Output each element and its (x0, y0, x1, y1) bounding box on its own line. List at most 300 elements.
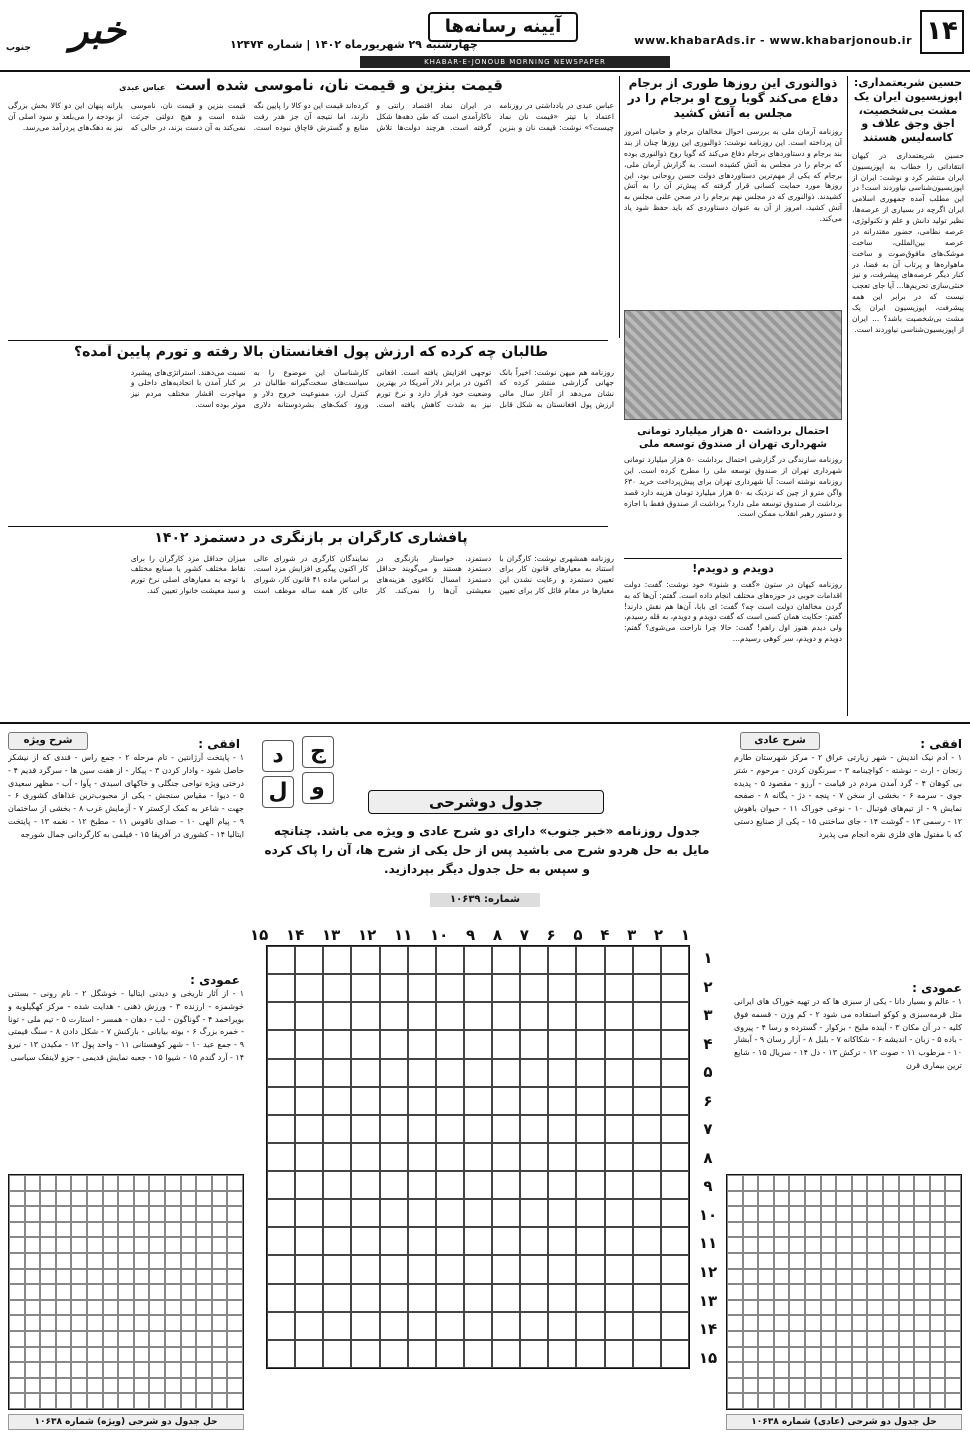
row-number: ۱۲ (698, 1263, 718, 1282)
grid-cell[interactable] (520, 1002, 548, 1030)
grid-cell[interactable] (436, 1087, 464, 1115)
grid-cell (945, 1300, 961, 1316)
grid-cell[interactable] (633, 1087, 661, 1115)
grid-cell (9, 1393, 25, 1409)
grid-cell (914, 1269, 930, 1285)
grid-cell[interactable] (661, 1312, 689, 1340)
grid-cell[interactable] (267, 1171, 295, 1199)
grid-cell (821, 1206, 837, 1222)
grid-cell[interactable] (351, 1115, 379, 1143)
grid-cell[interactable] (267, 1227, 295, 1255)
grid-cell (103, 1191, 119, 1207)
grid-cell[interactable] (548, 1227, 576, 1255)
grid-cell[interactable] (520, 1312, 548, 1340)
grid-cell[interactable] (576, 1227, 604, 1255)
grid-cell[interactable] (464, 1284, 492, 1312)
grid-cell[interactable] (492, 1227, 520, 1255)
grid-cell[interactable] (464, 1087, 492, 1115)
grid-cell[interactable] (267, 1115, 295, 1143)
grid-cell[interactable] (520, 1143, 548, 1171)
grid-cell[interactable] (436, 1059, 464, 1087)
grid-cell[interactable] (605, 1255, 633, 1283)
grid-cell[interactable] (633, 1143, 661, 1171)
grid-cell[interactable] (576, 1199, 604, 1227)
grid-cell[interactable] (492, 1087, 520, 1115)
grid-cell[interactable] (492, 1255, 520, 1283)
grid-cell[interactable] (380, 1255, 408, 1283)
grid-cell[interactable] (351, 1284, 379, 1312)
grid-cell (196, 1347, 212, 1363)
grid-cell (930, 1222, 946, 1238)
grid-cell[interactable] (492, 1059, 520, 1087)
grid-cell (56, 1253, 72, 1269)
grid-cell[interactable] (605, 1030, 633, 1058)
grid-cell[interactable] (661, 1284, 689, 1312)
grid-cell[interactable] (661, 1171, 689, 1199)
grid-cell[interactable] (351, 1199, 379, 1227)
grid-cell[interactable] (633, 946, 661, 974)
grid-cell (181, 1222, 197, 1238)
article-headline: پافشاری کارگران بر بازنگری در دستمزد ۱۴۰۲ (154, 530, 468, 546)
grid-cell (149, 1191, 165, 1207)
grid-cell[interactable] (492, 946, 520, 974)
grid-cell[interactable] (576, 1115, 604, 1143)
grid-cell[interactable] (436, 1143, 464, 1171)
grid-cell[interactable] (661, 974, 689, 1002)
grid-cell[interactable] (351, 1002, 379, 1030)
grid-cell (181, 1175, 197, 1191)
grid-cell[interactable] (380, 1115, 408, 1143)
grid-cell[interactable] (436, 1171, 464, 1199)
grid-cell[interactable] (267, 946, 295, 974)
grid-cell (118, 1191, 134, 1207)
grid-cell (118, 1269, 134, 1285)
grid-cell[interactable] (323, 974, 351, 1002)
grid-cell (9, 1331, 25, 1347)
grid-cell[interactable] (661, 1255, 689, 1283)
grid-cell[interactable] (408, 1312, 436, 1340)
grid-cell[interactable] (323, 1255, 351, 1283)
col-number: ۱۲ (358, 926, 377, 944)
grid-cell[interactable] (323, 1284, 351, 1312)
grid-cell[interactable] (295, 1087, 323, 1115)
grid-cell[interactable] (323, 1143, 351, 1171)
grid-cell[interactable] (380, 1002, 408, 1030)
grid-cell (867, 1347, 883, 1363)
grid-cell[interactable] (605, 1002, 633, 1030)
grid-cell[interactable] (267, 1030, 295, 1058)
grid-cell (899, 1378, 915, 1394)
grid-cell[interactable] (661, 1087, 689, 1115)
grid-cell[interactable] (492, 1115, 520, 1143)
grid-cell[interactable] (492, 974, 520, 1002)
grid-cell[interactable] (605, 1087, 633, 1115)
grid-cell (103, 1175, 119, 1191)
grid-cell[interactable] (351, 946, 379, 974)
logo-sub: جنوب (6, 43, 31, 53)
grid-cell (836, 1378, 852, 1394)
grid-cell[interactable] (464, 1255, 492, 1283)
grid-cell[interactable] (295, 1312, 323, 1340)
grid-cell[interactable] (633, 1312, 661, 1340)
grid-cell (165, 1284, 181, 1300)
grid-cell[interactable] (661, 1199, 689, 1227)
grid-cell[interactable] (295, 1059, 323, 1087)
grid-cell[interactable] (548, 1284, 576, 1312)
grid-cell (71, 1300, 87, 1316)
grid-cell (25, 1347, 41, 1363)
grid-cell[interactable] (436, 1199, 464, 1227)
grid-cell[interactable] (548, 1143, 576, 1171)
grid-cell[interactable] (576, 1312, 604, 1340)
grid-cell[interactable] (323, 1030, 351, 1058)
grid-cell (56, 1347, 72, 1363)
grid-cell[interactable] (408, 1030, 436, 1058)
grid-cell[interactable] (548, 1087, 576, 1115)
grid-cell[interactable] (605, 1199, 633, 1227)
grid-cell[interactable] (380, 1227, 408, 1255)
grid-cell (899, 1253, 915, 1269)
grid-cell[interactable] (576, 1002, 604, 1030)
grid-cell[interactable] (576, 1284, 604, 1312)
grid-cell[interactable] (548, 1059, 576, 1087)
grid-cell[interactable] (605, 1115, 633, 1143)
grid-cell[interactable] (295, 1143, 323, 1171)
grid-cell[interactable] (464, 1227, 492, 1255)
grid-cell[interactable] (436, 1227, 464, 1255)
grid-cell[interactable] (548, 1312, 576, 1340)
grid-cell[interactable] (351, 1171, 379, 1199)
grid-cell[interactable] (464, 1171, 492, 1199)
grid-cell[interactable] (605, 974, 633, 1002)
grid-cell (25, 1222, 41, 1238)
grid-cell[interactable] (295, 1002, 323, 1030)
grid-cell[interactable] (323, 1227, 351, 1255)
grid-cell[interactable] (520, 1059, 548, 1087)
grid-cell[interactable] (380, 1087, 408, 1115)
grid-cell[interactable] (267, 1059, 295, 1087)
grid-cell[interactable] (605, 1340, 633, 1368)
grid-cell[interactable] (351, 1340, 379, 1368)
grid-cell[interactable] (661, 946, 689, 974)
grid-cell[interactable] (351, 1030, 379, 1058)
grid-cell[interactable] (464, 1143, 492, 1171)
grid-cell (789, 1393, 805, 1409)
grid-cell[interactable] (380, 1284, 408, 1312)
grid-cell[interactable] (605, 1171, 633, 1199)
row-number: ۱ (703, 949, 713, 967)
grid-cell[interactable] (661, 1059, 689, 1087)
grid-cell[interactable] (295, 1030, 323, 1058)
grid-cell[interactable] (408, 1059, 436, 1087)
grid-cell[interactable] (661, 1002, 689, 1030)
grid-cell (852, 1362, 868, 1378)
grid-cell[interactable] (464, 1340, 492, 1368)
grid-cell (71, 1222, 87, 1238)
crossword-issue: شماره: ۱۰۶۳۹ (430, 893, 540, 907)
grid-cell[interactable] (576, 1171, 604, 1199)
grid-cell[interactable] (492, 1284, 520, 1312)
grid-cell[interactable] (520, 1284, 548, 1312)
grid-cell[interactable] (520, 1199, 548, 1227)
grid-cell (9, 1362, 25, 1378)
grid-cell[interactable] (576, 1087, 604, 1115)
grid-cell (930, 1269, 946, 1285)
grid-cell[interactable] (436, 1255, 464, 1283)
grid-cell[interactable] (323, 1087, 351, 1115)
grid-cell (165, 1253, 181, 1269)
grid-cell[interactable] (408, 1143, 436, 1171)
grid-cell[interactable] (408, 946, 436, 974)
grid-cell (181, 1315, 197, 1331)
grid-cell (930, 1331, 946, 1347)
grid-cell (867, 1222, 883, 1238)
grid-cell[interactable] (548, 1199, 576, 1227)
grid-cell[interactable] (295, 1199, 323, 1227)
grid-cell[interactable] (408, 1115, 436, 1143)
grid-cell[interactable] (408, 974, 436, 1002)
grid-cell[interactable] (548, 974, 576, 1002)
grid-cell[interactable] (436, 1340, 464, 1368)
grid-cell[interactable] (351, 974, 379, 1002)
grid-cell[interactable] (351, 1312, 379, 1340)
grid-cell[interactable] (464, 1199, 492, 1227)
grid-cell (165, 1315, 181, 1331)
article-body: روزنامه هم میهن نوشت: اخیراً بانک جهانی گزارشی منتشر کرده که نشان می‌دهد از آغاز سال مالی ارزش پول افغانستان به شکل قابل توجهی افزایش یافته است. افغانی اکنون در برابر دلار آمریکا در بهترین وضعیت خود قرار دارد و نرخ تورم نیز به شدت کاهش یافته است. کارشناسان این موضوع را به سیاست‌های سخت‌گیرانه طالبان در کنترل ارز، ممنوعیت خروج دلار و ورود کمک‌های بشردوستانه دلاری نسبت می‌دهند. استراتژی‌های پیشبرد بر کنار آمدن با اتحادیه‌های داخلی و مهاجرت اقشار مختلف مردم نیز موثر بوده است. (130, 367, 614, 410)
grid-cell[interactable] (548, 1255, 576, 1283)
grid-cell[interactable] (295, 1171, 323, 1199)
grid-cell[interactable] (633, 1115, 661, 1143)
grid-cell[interactable] (267, 1312, 295, 1340)
grid-cell (930, 1253, 946, 1269)
grid-cell[interactable] (295, 946, 323, 974)
grid-cell[interactable] (633, 1284, 661, 1312)
grid-cell[interactable] (380, 1059, 408, 1087)
grid-cell[interactable] (548, 1030, 576, 1058)
grid-cell[interactable] (548, 1002, 576, 1030)
grid-cell[interactable] (267, 1199, 295, 1227)
grid-cell[interactable] (548, 1171, 576, 1199)
grid-cell (852, 1222, 868, 1238)
grid-cell[interactable] (464, 1002, 492, 1030)
grid-cell[interactable] (605, 946, 633, 974)
grid-cell[interactable] (436, 1312, 464, 1340)
grid-cell (883, 1175, 899, 1191)
grid-cell[interactable] (492, 1171, 520, 1199)
grid-cell (212, 1284, 228, 1300)
grid-cell[interactable] (520, 1030, 548, 1058)
grid-cell[interactable] (380, 1171, 408, 1199)
grid-cell (40, 1393, 56, 1409)
grid-cell[interactable] (351, 1059, 379, 1087)
grid-cell[interactable] (323, 1115, 351, 1143)
grid-cell[interactable] (576, 1030, 604, 1058)
grid-cell[interactable] (492, 1002, 520, 1030)
grid-cell[interactable] (267, 1340, 295, 1368)
grid-cell[interactable] (464, 1030, 492, 1058)
grid-cell[interactable] (520, 1171, 548, 1199)
grid-cell (945, 1347, 961, 1363)
crossword-grid[interactable] (266, 945, 690, 1369)
grid-cell (165, 1347, 181, 1363)
grid-cell[interactable] (267, 1143, 295, 1171)
grid-cell[interactable] (520, 1115, 548, 1143)
special-down-head: عمودی : (190, 973, 240, 987)
grid-cell[interactable] (605, 1312, 633, 1340)
grid-cell (805, 1175, 821, 1191)
grid-cell[interactable] (380, 1199, 408, 1227)
grid-cell[interactable] (408, 1340, 436, 1368)
grid-cell[interactable] (380, 1312, 408, 1340)
grid-cell[interactable] (520, 946, 548, 974)
grid-cell[interactable] (633, 1030, 661, 1058)
grid-cell[interactable] (605, 1059, 633, 1087)
grid-cell[interactable] (464, 974, 492, 1002)
grid-cell (805, 1206, 821, 1222)
grid-cell[interactable] (436, 1115, 464, 1143)
grid-cell[interactable] (323, 1199, 351, 1227)
grid-cell[interactable] (661, 1227, 689, 1255)
grid-cell[interactable] (576, 1059, 604, 1087)
site-urls[interactable]: www.khabarAds.ir - www.khabarjonoub.ir (634, 34, 912, 47)
grid-cell (9, 1253, 25, 1269)
grid-cell[interactable] (295, 1284, 323, 1312)
grid-cell[interactable] (408, 1284, 436, 1312)
grid-cell[interactable] (576, 1255, 604, 1283)
grid-cell[interactable] (351, 1227, 379, 1255)
grid-cell (212, 1378, 228, 1394)
grid-cell[interactable] (548, 946, 576, 974)
grid-cell (56, 1393, 72, 1409)
grid-cell[interactable] (380, 974, 408, 1002)
grid-cell[interactable] (380, 946, 408, 974)
grid-cell[interactable] (576, 946, 604, 974)
grid-cell[interactable] (661, 1030, 689, 1058)
grid-cell[interactable] (633, 1199, 661, 1227)
grid-cell[interactable] (548, 1340, 576, 1368)
grid-cell[interactable] (408, 1087, 436, 1115)
grid-cell[interactable] (520, 1227, 548, 1255)
grid-cell[interactable] (323, 1312, 351, 1340)
grid-cell (914, 1378, 930, 1394)
grid-cell[interactable] (520, 1087, 548, 1115)
grid-cell (774, 1300, 790, 1316)
grid-cell[interactable] (380, 1340, 408, 1368)
grid-cell (821, 1284, 837, 1300)
grid-cell[interactable] (323, 1059, 351, 1087)
grid-cell[interactable] (323, 946, 351, 974)
grid-cell[interactable] (408, 1002, 436, 1030)
grid-cell[interactable] (351, 1255, 379, 1283)
grid-cell[interactable] (436, 1002, 464, 1030)
grid-cell[interactable] (605, 1143, 633, 1171)
grid-cell[interactable] (464, 1059, 492, 1087)
grid-cell (758, 1393, 774, 1409)
grid-cell[interactable] (323, 1340, 351, 1368)
grid-cell (87, 1269, 103, 1285)
grid-cell[interactable] (380, 1143, 408, 1171)
grid-cell[interactable] (492, 1312, 520, 1340)
grid-cell (25, 1284, 41, 1300)
grid-cell[interactable] (267, 1087, 295, 1115)
grid-cell[interactable] (633, 974, 661, 1002)
grid-cell[interactable] (464, 946, 492, 974)
grid-cell (196, 1300, 212, 1316)
grid-cell[interactable] (633, 1059, 661, 1087)
grid-cell (165, 1175, 181, 1191)
grid-cell (134, 1300, 150, 1316)
grid-cell[interactable] (436, 946, 464, 974)
grid-cell[interactable] (492, 1030, 520, 1058)
grid-cell[interactable] (295, 1227, 323, 1255)
grid-cell[interactable] (295, 1255, 323, 1283)
grid-cell[interactable] (323, 1002, 351, 1030)
grid-cell[interactable] (295, 1115, 323, 1143)
grid-cell[interactable] (661, 1143, 689, 1171)
grid-cell[interactable] (295, 1340, 323, 1368)
grid-cell[interactable] (464, 1312, 492, 1340)
grid-cell[interactable] (661, 1340, 689, 1368)
grid-cell[interactable] (576, 974, 604, 1002)
grid-cell[interactable] (548, 1115, 576, 1143)
grid-cell[interactable] (520, 1340, 548, 1368)
grid-cell[interactable] (408, 1227, 436, 1255)
grid-cell[interactable] (408, 1255, 436, 1283)
grid-cell[interactable] (492, 1199, 520, 1227)
grid-cell[interactable] (351, 1143, 379, 1171)
grid-cell[interactable] (605, 1227, 633, 1255)
grid-cell[interactable] (576, 1143, 604, 1171)
grid-cell[interactable] (520, 1255, 548, 1283)
grid-cell (852, 1284, 868, 1300)
grid-cell[interactable] (633, 1255, 661, 1283)
grid-cell[interactable] (520, 974, 548, 1002)
grid-cell[interactable] (492, 1340, 520, 1368)
grid-cell[interactable] (576, 1340, 604, 1368)
grid-cell[interactable] (267, 1255, 295, 1283)
grid-cell[interactable] (436, 974, 464, 1002)
grid-cell[interactable] (492, 1143, 520, 1171)
grid-cell[interactable] (267, 974, 295, 1002)
grid-cell[interactable] (633, 1002, 661, 1030)
grid-cell[interactable] (436, 1030, 464, 1058)
grid-cell (758, 1175, 774, 1191)
grid-cell (149, 1269, 165, 1285)
grid-cell[interactable] (267, 1002, 295, 1030)
grid-cell (945, 1362, 961, 1378)
grid-cell (914, 1253, 930, 1269)
grid-cell[interactable] (267, 1284, 295, 1312)
grid-cell (852, 1378, 868, 1394)
grid-cell[interactable] (380, 1030, 408, 1058)
grid-cell[interactable] (464, 1115, 492, 1143)
grid-cell[interactable] (633, 1171, 661, 1199)
grid-cell[interactable] (408, 1199, 436, 1227)
grid-cell[interactable] (408, 1171, 436, 1199)
special-clues-tag: شرح ویژه (8, 732, 88, 750)
grid-cell[interactable] (661, 1115, 689, 1143)
divider (0, 70, 970, 72)
grid-cell[interactable] (351, 1087, 379, 1115)
grid-cell[interactable] (633, 1340, 661, 1368)
grid-cell (883, 1378, 899, 1394)
grid-cell[interactable] (295, 974, 323, 1002)
grid-cell[interactable] (633, 1227, 661, 1255)
grid-cell[interactable] (323, 1171, 351, 1199)
grid-cell[interactable] (605, 1284, 633, 1312)
grid-cell (945, 1378, 961, 1394)
grid-cell[interactable] (436, 1284, 464, 1312)
